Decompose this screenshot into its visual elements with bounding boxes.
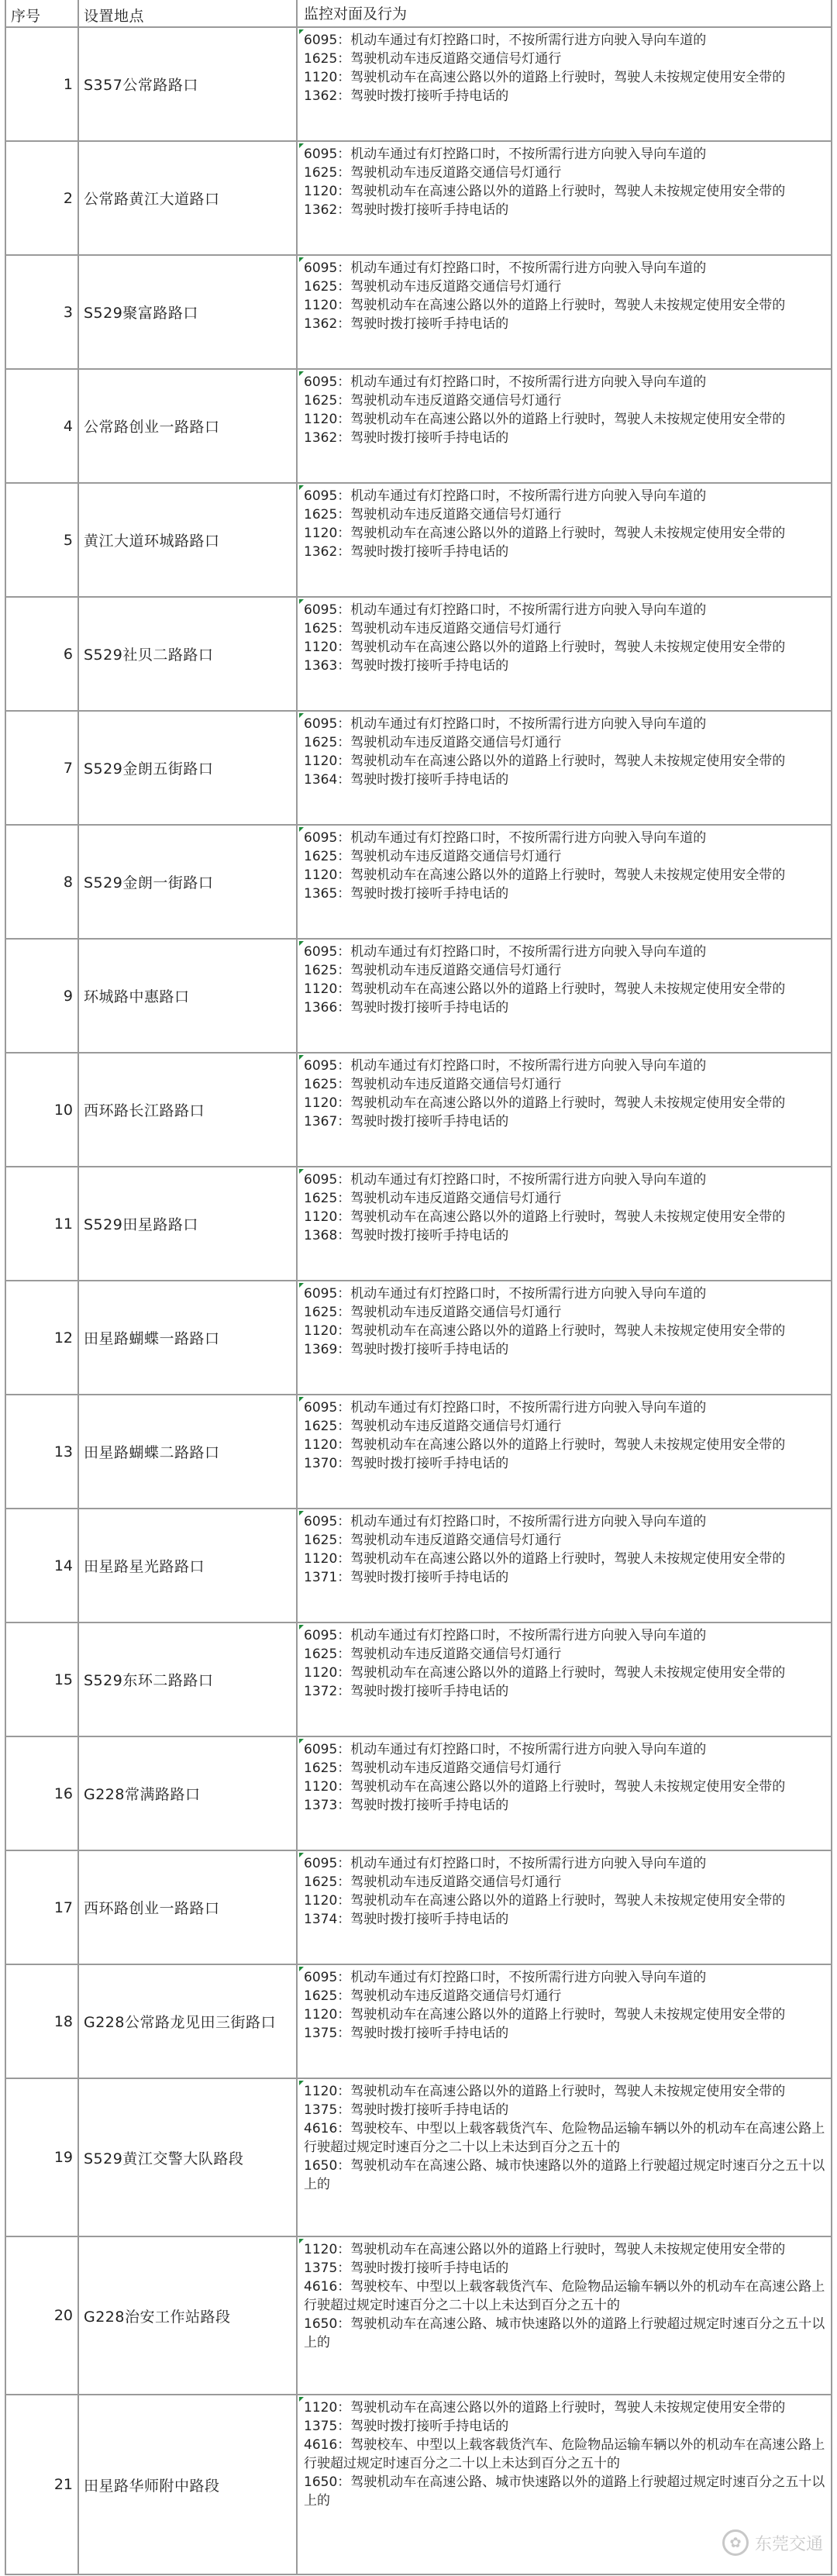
table-row — [5, 1965, 832, 2079]
behavior-6095: 6095：机动车通过有灯控路口时，不按所需行进方向驶入导向车道的 — [304, 1742, 707, 1757]
behavior-phone-code: 1366：驾驶时拨打接听手持电话的 — [304, 1000, 509, 1016]
behavior-1120: 1120：驾驶机动车在高速公路以外的道路上行驶时，驾驶人未按规定使用安全带的 — [304, 867, 786, 883]
behavior-6095: 6095：机动车通过有灯控路口时，不按所需行进方向驶入导向车道的 — [304, 147, 707, 162]
row-number: 5 — [5, 484, 79, 596]
row-location: 黄江大道环城路路口 — [79, 484, 298, 596]
behavior-1120: 1120：驾驶机动车在高速公路以外的道路上行驶时，驾驶人未按规定使用安全带的 — [304, 753, 786, 769]
row-behaviors — [298, 940, 832, 1052]
behavior-1120: 1120：驾驶机动车在高速公路以外的道路上行驶时，驾驶人未按规定使用安全带的 — [304, 640, 786, 655]
row-behaviors — [298, 142, 832, 254]
row-behaviors — [298, 1851, 832, 1964]
behavior-1650: 1650：驾驶机动车在高速公路、城市快速路以外的道路上行驶超过规定时速百分之五十以上的 — [304, 2158, 825, 2192]
table-row — [5, 1167, 832, 1281]
behavior-phone-code: 1372：驾驶时拨打接听手持电话的 — [304, 1684, 509, 1699]
behavior-6095: 6095：机动车通过有灯控路口时，不按所需行进方向驶入导向车道的 — [304, 260, 707, 276]
table-body — [5, 28, 832, 2575]
behavior-1625: 1625：驾驶机动车违反道路交通信号灯通行 — [304, 51, 562, 67]
behavior-phone-code: 1375：驾驶时拨打接听手持电话的 — [304, 2102, 509, 2118]
table-row — [5, 2395, 832, 2575]
behavior-6095: 6095：机动车通过有灯控路口时，不按所需行进方向驶入导向车道的 — [304, 1628, 707, 1643]
violation-monitor-table — [5, 0, 832, 2575]
row-location: S357公常路路口 — [79, 28, 298, 140]
behavior-1625: 1625：驾驶机动车违反道路交通信号灯通行 — [304, 849, 562, 864]
row-number: 9 — [5, 940, 79, 1052]
behavior-6095: 6095：机动车通过有灯控路口时，不按所需行进方向驶入导向车道的 — [304, 33, 707, 48]
row-location: S529黄江交警大队路段 — [79, 2079, 298, 2236]
table-row — [5, 28, 832, 142]
behavior-1120: 1120：驾驶机动车在高速公路以外的道路上行驶时，驾驶人未按规定使用安全带的 — [304, 1665, 786, 1681]
row-number: 1 — [5, 28, 79, 140]
behavior-6095: 6095：机动车通过有灯控路口时，不按所需行进方向驶入导向车道的 — [304, 1514, 707, 1529]
row-location: G228治安工作站路段 — [79, 2237, 298, 2394]
row-behaviors — [298, 1965, 832, 2078]
behavior-6095: 6095：机动车通过有灯控路口时，不按所需行进方向驶入导向车道的 — [304, 1970, 707, 1985]
row-number: 10 — [5, 1054, 79, 1166]
row-location: 田星路蝴蝶一路路口 — [79, 1281, 298, 1394]
behavior-1650: 1650：驾驶机动车在高速公路、城市快速路以外的道路上行驶超过规定时速百分之五十以上的 — [304, 2474, 825, 2509]
behavior-1120: 1120：驾驶机动车在高速公路以外的道路上行驶时，驾驶人未按规定使用安全带的 — [304, 298, 786, 313]
behavior-phone-code: 1362：驾驶时拨打接听手持电话的 — [304, 430, 509, 446]
behavior-1625: 1625：驾驶机动车违反道路交通信号灯通行 — [304, 507, 562, 522]
row-location: 公常路黄江大道路口 — [79, 142, 298, 254]
behavior-phone-code: 1371：驾驶时拨打接听手持电话的 — [304, 1570, 509, 1585]
behavior-6095: 6095：机动车通过有灯控路口时，不按所需行进方向驶入导向车道的 — [304, 716, 707, 732]
row-number: 6 — [5, 598, 79, 710]
behavior-1625: 1625：驾驶机动车违反道路交通信号灯通行 — [304, 963, 562, 978]
row-number: 19 — [5, 2079, 79, 2236]
behavior-1625: 1625：驾驶机动车违反道路交通信号灯通行 — [304, 1647, 562, 1662]
behavior-1120: 1120：驾驶机动车在高速公路以外的道路上行驶时，驾驶人未按规定使用安全带的 — [304, 1551, 786, 1567]
behavior-1625: 1625：驾驶机动车违反道路交通信号灯通行 — [304, 1760, 562, 1776]
row-behaviors — [298, 712, 832, 824]
row-location: G228公常路龙见田三街路口 — [79, 1965, 298, 2078]
table-row — [5, 598, 832, 712]
behavior-phone-code: 1375：驾驶时拨打接听手持电话的 — [304, 2026, 509, 2041]
behavior-1120: 1120：驾驶机动车在高速公路以外的道路上行驶时，驾驶人未按规定使用安全带的 — [304, 1323, 786, 1339]
row-number: 21 — [5, 2395, 79, 2574]
watermark-text: 东莞交通 — [754, 2534, 823, 2554]
behavior-1120: 1120：驾驶机动车在高速公路以外的道路上行驶时，驾驶人未按规定使用安全带的 — [304, 526, 786, 541]
table-row — [5, 142, 832, 256]
row-location: 西环路长江路路口 — [79, 1054, 298, 1166]
row-behaviors — [298, 1623, 832, 1736]
behavior-phone-code: 1364：驾驶时拨打接听手持电话的 — [304, 772, 509, 788]
row-behaviors — [298, 598, 832, 710]
behavior-1625: 1625：驾驶机动车违反道路交通信号灯通行 — [304, 1305, 562, 1320]
row-location: S529聚富路路口 — [79, 256, 298, 368]
behavior-phone-code: 1368：驾驶时拨打接听手持电话的 — [304, 1228, 509, 1243]
behavior-6095: 6095：机动车通过有灯控路口时，不按所需行进方向驶入导向车道的 — [304, 374, 707, 390]
behavior-1120: 1120：驾驶机动车在高速公路以外的道路上行驶时，驾驶人未按规定使用安全带的 — [304, 184, 786, 199]
row-location: G228常满路路口 — [79, 1737, 298, 1850]
table-row — [5, 256, 832, 370]
row-location: 公常路创业一路路口 — [79, 370, 298, 482]
row-number: 20 — [5, 2237, 79, 2394]
behavior-6095: 6095：机动车通过有灯控路口时，不按所需行进方向驶入导向车道的 — [304, 1058, 707, 1074]
behavior-1625: 1625：驾驶机动车违反道路交通信号灯通行 — [304, 735, 562, 750]
behavior-phone-code: 1362：驾驶时拨打接听手持电话的 — [304, 202, 509, 218]
behavior-4616: 4616：驾驶校车、中型以上载客载货汽车、危险物品运输车辆以外的机动车在高速公路上行驶超过规定时速百分之二十以上未达到百分之五十的 — [304, 2279, 825, 2313]
table-row — [5, 2237, 832, 2395]
row-behaviors — [298, 1737, 832, 1850]
behavior-phone-code: 1375：驾驶时拨打接听手持电话的 — [304, 2419, 509, 2434]
row-behaviors — [298, 28, 832, 140]
behavior-1625: 1625：驾驶机动车违反道路交通信号灯通行 — [304, 393, 562, 409]
row-behaviors — [298, 370, 832, 482]
behavior-6095: 6095：机动车通过有灯控路口时，不按所需行进方向驶入导向车道的 — [304, 488, 707, 504]
table-row — [5, 1054, 832, 1167]
row-location: 田星路蝴蝶二路路口 — [79, 1395, 298, 1508]
row-behaviors — [298, 256, 832, 368]
row-behaviors — [298, 1509, 832, 1622]
behavior-phone-code: 1362：驾驶时拨打接听手持电话的 — [304, 316, 509, 332]
table-row — [5, 484, 832, 598]
row-behaviors — [298, 2237, 832, 2394]
header-behavior: 监控对面及行为 — [298, 0, 832, 26]
table-row — [5, 712, 832, 826]
behavior-phone-code: 1365：驾驶时拨打接听手持电话的 — [304, 886, 509, 902]
table-row — [5, 370, 832, 484]
row-number: 14 — [5, 1509, 79, 1622]
header-location: 设置地点 — [79, 0, 298, 26]
behavior-phone-code: 1370：驾驶时拨打接听手持电话的 — [304, 1456, 509, 1471]
row-location: S529田星路路口 — [79, 1167, 298, 1280]
behavior-1625: 1625：驾驶机动车违反道路交通信号灯通行 — [304, 279, 562, 295]
row-location: S529金朗五街路口 — [79, 712, 298, 824]
behavior-6095: 6095：机动车通过有灯控路口时，不按所需行进方向驶入导向车道的 — [304, 1172, 707, 1188]
behavior-phone-code: 1374：驾驶时拨打接听手持电话的 — [304, 1912, 509, 1927]
row-behaviors — [298, 1395, 832, 1508]
behavior-1625: 1625：驾驶机动车违反道路交通信号灯通行 — [304, 1988, 562, 2004]
row-location: 田星路华师附中路段 — [79, 2395, 298, 2574]
behavior-1625: 1625：驾驶机动车违反道路交通信号灯通行 — [304, 1874, 562, 1890]
behavior-1120: 1120：驾驶机动车在高速公路以外的道路上行驶时，驾驶人未按规定使用安全带的 — [304, 70, 786, 85]
behavior-phone-code: 1362：驾驶时拨打接听手持电话的 — [304, 544, 509, 560]
table-row — [5, 1281, 832, 1395]
behavior-1625: 1625：驾驶机动车违反道路交通信号灯通行 — [304, 621, 562, 636]
row-number: 11 — [5, 1167, 79, 1280]
table-header-row — [5, 0, 832, 28]
table-row — [5, 2079, 832, 2237]
row-number: 17 — [5, 1851, 79, 1964]
table-row — [5, 826, 832, 940]
row-number: 7 — [5, 712, 79, 824]
behavior-1120: 1120：驾驶机动车在高速公路以外的道路上行驶时，驾驶人未按规定使用安全带的 — [304, 981, 786, 997]
behavior-phone-code: 1367：驾驶时拨打接听手持电话的 — [304, 1114, 509, 1129]
row-number: 3 — [5, 256, 79, 368]
behavior-6095: 6095：机动车通过有灯控路口时，不按所需行进方向驶入导向车道的 — [304, 1400, 707, 1416]
behavior-phone-code: 1369：驾驶时拨打接听手持电话的 — [304, 1342, 509, 1357]
behavior-1120: 1120：驾驶机动车在高速公路以外的道路上行驶时，驾驶人未按规定使用安全带的 — [304, 2084, 786, 2099]
behavior-phone-code: 1375：驾驶时拨打接听手持电话的 — [304, 2260, 509, 2276]
behavior-phone-code: 1362：驾驶时拨打接听手持电话的 — [304, 88, 509, 104]
behavior-phone-code: 1363：驾驶时拨打接听手持电话的 — [304, 658, 509, 674]
behavior-4616: 4616：驾驶校车、中型以上载客载货汽车、危险物品运输车辆以外的机动车在高速公路上行驶超过规定时速百分之二十以上未达到百分之五十的 — [304, 2121, 825, 2155]
watermark — [722, 2529, 823, 2556]
behavior-1625: 1625：驾驶机动车违反道路交通信号灯通行 — [304, 1077, 562, 1092]
behavior-1120: 1120：驾驶机动车在高速公路以外的道路上行驶时，驾驶人未按规定使用安全带的 — [304, 1437, 786, 1453]
behavior-1650: 1650：驾驶机动车在高速公路、城市快速路以外的道路上行驶超过规定时速百分之五十以上的 — [304, 2316, 825, 2350]
row-location: S529社贝二路路口 — [79, 598, 298, 710]
row-number: 12 — [5, 1281, 79, 1394]
header-no: 序号 — [5, 0, 79, 26]
row-location: 西环路创业一路路口 — [79, 1851, 298, 1964]
row-behaviors — [298, 1281, 832, 1394]
table-row — [5, 1851, 832, 1965]
row-behaviors — [298, 1054, 832, 1166]
behavior-1120: 1120：驾驶机动车在高速公路以外的道路上行驶时，驾驶人未按规定使用安全带的 — [304, 2242, 786, 2257]
table-row — [5, 1395, 832, 1509]
row-number: 13 — [5, 1395, 79, 1508]
behavior-6095: 6095：机动车通过有灯控路口时，不按所需行进方向驶入导向车道的 — [304, 1286, 707, 1302]
row-location: S529东环二路路口 — [79, 1623, 298, 1736]
behavior-6095: 6095：机动车通过有灯控路口时，不按所需行进方向驶入导向车道的 — [304, 944, 707, 960]
table-row — [5, 940, 832, 1054]
behavior-1120: 1120：驾驶机动车在高速公路以外的道路上行驶时，驾驶人未按规定使用安全带的 — [304, 1779, 786, 1795]
behavior-1120: 1120：驾驶机动车在高速公路以外的道路上行驶时，驾驶人未按规定使用安全带的 — [304, 1209, 786, 1225]
row-number: 18 — [5, 1965, 79, 2078]
wechat-logo-icon: ✿ — [722, 2529, 749, 2556]
behavior-6095: 6095：机动车通过有灯控路口时，不按所需行进方向驶入导向车道的 — [304, 602, 707, 618]
behavior-1120: 1120：驾驶机动车在高速公路以外的道路上行驶时，驾驶人未按规定使用安全带的 — [304, 1893, 786, 1909]
behavior-1120: 1120：驾驶机动车在高速公路以外的道路上行驶时，驾驶人未按规定使用安全带的 — [304, 1095, 786, 1111]
behavior-1120: 1120：驾驶机动车在高速公路以外的道路上行驶时，驾驶人未按规定使用安全带的 — [304, 2007, 786, 2023]
row-number: 8 — [5, 826, 79, 938]
table-row — [5, 1509, 832, 1623]
row-number: 2 — [5, 142, 79, 254]
behavior-6095: 6095：机动车通过有灯控路口时，不按所需行进方向驶入导向车道的 — [304, 830, 707, 846]
behavior-4616: 4616：驾驶校车、中型以上载客载货汽车、危险物品运输车辆以外的机动车在高速公路上行驶超过规定时速百分之二十以上未达到百分之五十的 — [304, 2437, 825, 2471]
behavior-1625: 1625：驾驶机动车违反道路交通信号灯通行 — [304, 1533, 562, 1548]
row-location: 田星路星光路路口 — [79, 1509, 298, 1622]
row-location: 环城路中惠路口 — [79, 940, 298, 1052]
table-row — [5, 1737, 832, 1851]
behavior-1120: 1120：驾驶机动车在高速公路以外的道路上行驶时，驾驶人未按规定使用安全带的 — [304, 2400, 786, 2416]
row-number: 4 — [5, 370, 79, 482]
row-behaviors — [298, 826, 832, 938]
table-row — [5, 1623, 832, 1737]
row-number: 15 — [5, 1623, 79, 1736]
row-number: 16 — [5, 1737, 79, 1850]
row-behaviors — [298, 2079, 832, 2236]
behavior-1625: 1625：驾驶机动车违反道路交通信号灯通行 — [304, 165, 562, 181]
behavior-6095: 6095：机动车通过有灯控路口时，不按所需行进方向驶入导向车道的 — [304, 1856, 707, 1871]
behavior-1625: 1625：驾驶机动车违反道路交通信号灯通行 — [304, 1419, 562, 1434]
row-behaviors — [298, 1167, 832, 1280]
row-location: S529金朗一街路口 — [79, 826, 298, 938]
behavior-1625: 1625：驾驶机动车违反道路交通信号灯通行 — [304, 1191, 562, 1206]
row-behaviors — [298, 484, 832, 596]
behavior-1120: 1120：驾驶机动车在高速公路以外的道路上行驶时，驾驶人未按规定使用安全带的 — [304, 412, 786, 427]
behavior-phone-code: 1373：驾驶时拨打接听手持电话的 — [304, 1798, 509, 1813]
